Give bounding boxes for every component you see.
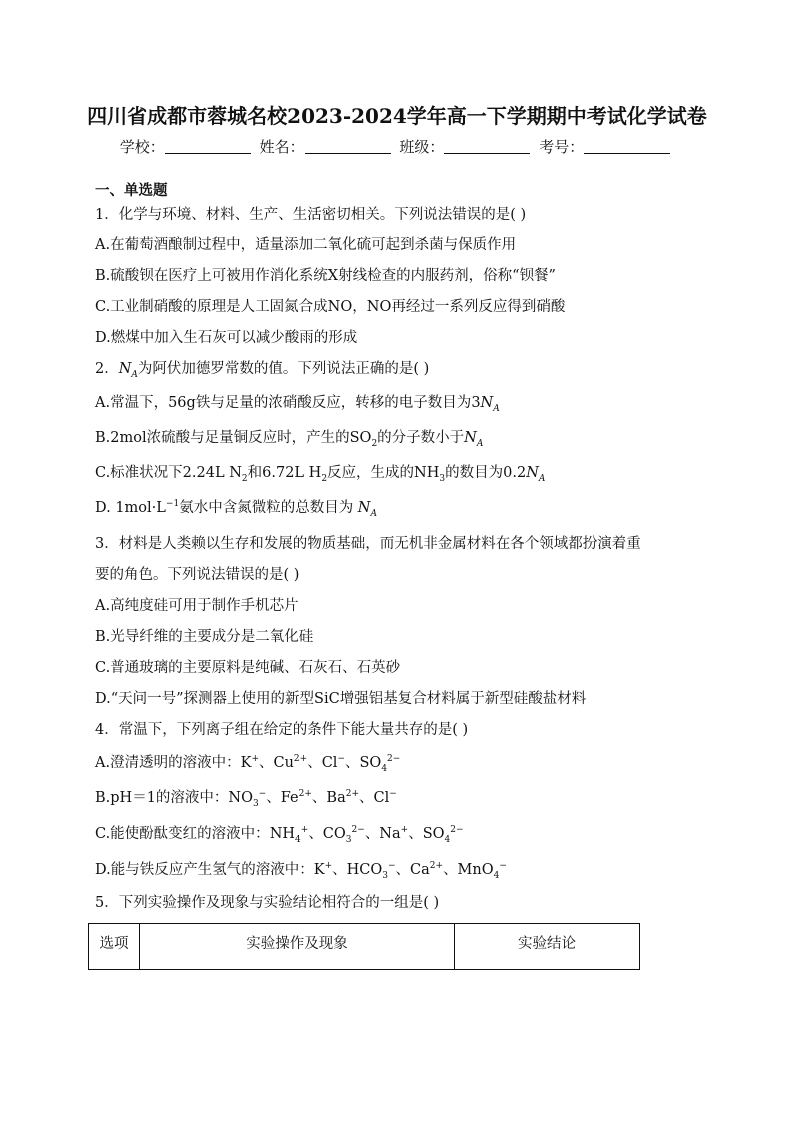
page-title: 四川省成都市蓉城名校2023-2024学年高一下学期期中考试化学试卷: [87, 104, 707, 128]
q1-option-c: C.工业制硝酸的原理是人工固氮合成NO，NO再经过一系列反应得到硝酸: [95, 299, 566, 315]
q2-option-c: C.标准状况下2.24L $N_2$和6.72L $H_2$反应，生成的$NH_3$的数目为$0.2N_A$: [95, 465, 546, 484]
school-blank[interactable]: [165, 139, 251, 154]
q1-option-b: B.硫酸钡在医疗上可被用作消化系统X射线检查的内服药剂，俗称“钡餐”: [95, 268, 556, 284]
q2-stem: [95, 359, 429, 379]
q3-option-c: C.普通玻璃的主要原料是纯碱、石灰石、石英砂: [95, 660, 401, 676]
avogadro-symbol: $N_A$: [118, 361, 138, 380]
student-info-row: [0, 136, 794, 157]
q2-number: 2．: [95, 361, 119, 377]
class-blank[interactable]: [444, 139, 530, 154]
school-label: 学校：: [119, 138, 165, 156]
q2-stem-text: 为阿伏加德罗常数的值。下列说法正确的是( ): [137, 361, 430, 377]
table-header-row: [89, 924, 640, 970]
q3-option-a: A.高纯度硅可用于制作手机芯片: [95, 598, 299, 614]
experiment-table: [88, 923, 640, 970]
q3-option-b: B.光导纤维的主要成分是二氧化硅: [95, 629, 314, 645]
name-blank[interactable]: [305, 139, 391, 154]
section-heading: 一、单选题: [95, 182, 168, 199]
class-label: 班级：: [399, 138, 445, 156]
number-blank[interactable]: [584, 139, 670, 154]
q3-stem-line1: 3．材料是人类赖以生存和发展的物质基础，而无机非金属材料在各个领域都扮演着重: [95, 536, 641, 552]
name-label: 姓名：: [259, 138, 305, 156]
q1-option-a: A.在葡萄酒酿制过程中，适量添加二氧化硫可起到杀菌与保质作用: [95, 237, 517, 253]
q4-option-b: B.pH＝1的溶液中：$NO_3^-$、$Fe^{2+}$、$Ba^{2+}$、Cl−: [95, 789, 397, 809]
col-conclusion: 实验结论: [455, 924, 640, 970]
q1-option-d: D.燃煤中加入生石灰可以减少酸雨的形成: [95, 330, 358, 346]
q3-option-d: D.“天问一号”探测器上使用的新型SiC增强铝基复合材料属于新型硅酸盐材料: [95, 691, 587, 707]
q4-option-c: C.能使酚酞变红的溶液中：$NH_4^+$、$CO_3^{2-}$、Na+、$SO_4^{2-}$: [95, 825, 464, 845]
q2-option-a: A.常温下，56g铁与足量的浓硝酸反应，转移的电子数目为$3N_A$: [95, 395, 500, 414]
number-label: 考号：: [539, 138, 585, 156]
q5-stem: 5．下列实验操作及现象与实验结论相符合的一组是( ): [95, 895, 440, 911]
q4-stem: 4．常温下，下列离子组在给定的条件下能大量共存的是( ): [95, 722, 469, 738]
q2-option-b: B.2mol浓硫酸与足量铜反应时，产生的$SO_2$的分子数小于$N_A$: [95, 430, 484, 449]
col-procedure: 实验操作及现象: [140, 924, 455, 970]
q4-option-a: A.澄清透明的溶液中：K+、$Cu^{2+}$、Cl−、$SO_4^{2-}$: [95, 754, 401, 774]
q4-option-d: D.能与铁反应产生氢气的溶液中：K+、$HCO_3^-$、$Ca^{2+}$、MnO$_4$−: [95, 861, 507, 881]
q2-option-d: D. $1mol\cdot L^{-1}$氨水中含氮微粒的总数目为 $N_A$: [95, 499, 377, 519]
q3-stem-line2: 要的角色。下列说法错误的是( ): [95, 567, 300, 583]
col-option: 选项: [89, 924, 140, 970]
q1-stem: 1．化学与环境、材料、生产、生活密切相关。下列说法错误的是( ): [95, 207, 527, 223]
